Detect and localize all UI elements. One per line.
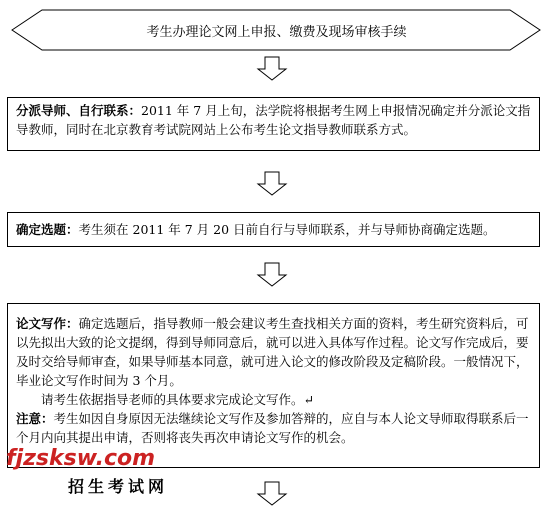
- step-thesis-writing: [7, 303, 540, 468]
- start-hexagon-label: 考生办理论文网上申报、缴费及现场审核手续: [146, 25, 407, 40]
- down-arrow-icon: [258, 482, 286, 505]
- note-text: 考生如因自身原因无法继续论文写作及参加答辩的，应自与本人论文导师取得联系后一个月内向其提出申请，否则将丧失再次申请论文写作的机会。: [16, 411, 529, 445]
- down-arrow-icon: [258, 263, 286, 286]
- watermark-name: 招生考试网: [68, 477, 169, 496]
- step-select-topic-text: 考生须在 2011 年 7 月 20 日前自行与导师联系，并与导师协商确定选题。: [78, 222, 496, 237]
- step-thesis-writing-text: 确定选题后，指导教师一般会建议考生查找相关方面的资料，考生研究资料后，可以先拟出大致的论文提纲，得到导师同意后，就可以进入具体写作过程。论文写作完成后，要及时交给导师审查，如果导师基本同意，就可进入论文的修改阶段及定稿阶段。一般情况下，毕业论文写作时间为 3 个月。: [16, 316, 529, 388]
- step-thesis-writing-label: 论文写作：: [16, 316, 79, 331]
- step-select-topic: [7, 212, 540, 247]
- step-select-topic-label: 确定选题：: [16, 222, 79, 237]
- step-assign-advisor-label: 分派导师、自行联系：: [16, 103, 142, 118]
- down-arrow-icon: [258, 172, 286, 195]
- watermark-site: fjzsksw.com: [6, 446, 156, 471]
- step-assign-advisor-text: 2011 年 7 月上旬，法学院将根据考生网上申报情况确定并分派论文指导教师，同时在北京教育考试院网站上公布考生论文指导教师联系方式。: [16, 103, 531, 137]
- down-arrow-icon: [258, 57, 286, 80]
- note-label: 注意：: [16, 411, 54, 426]
- step-thesis-writing-para2: 请考生依据指导老师的具体要求完成论文写作。↵: [41, 392, 314, 407]
- step-assign-advisor: [7, 97, 540, 151]
